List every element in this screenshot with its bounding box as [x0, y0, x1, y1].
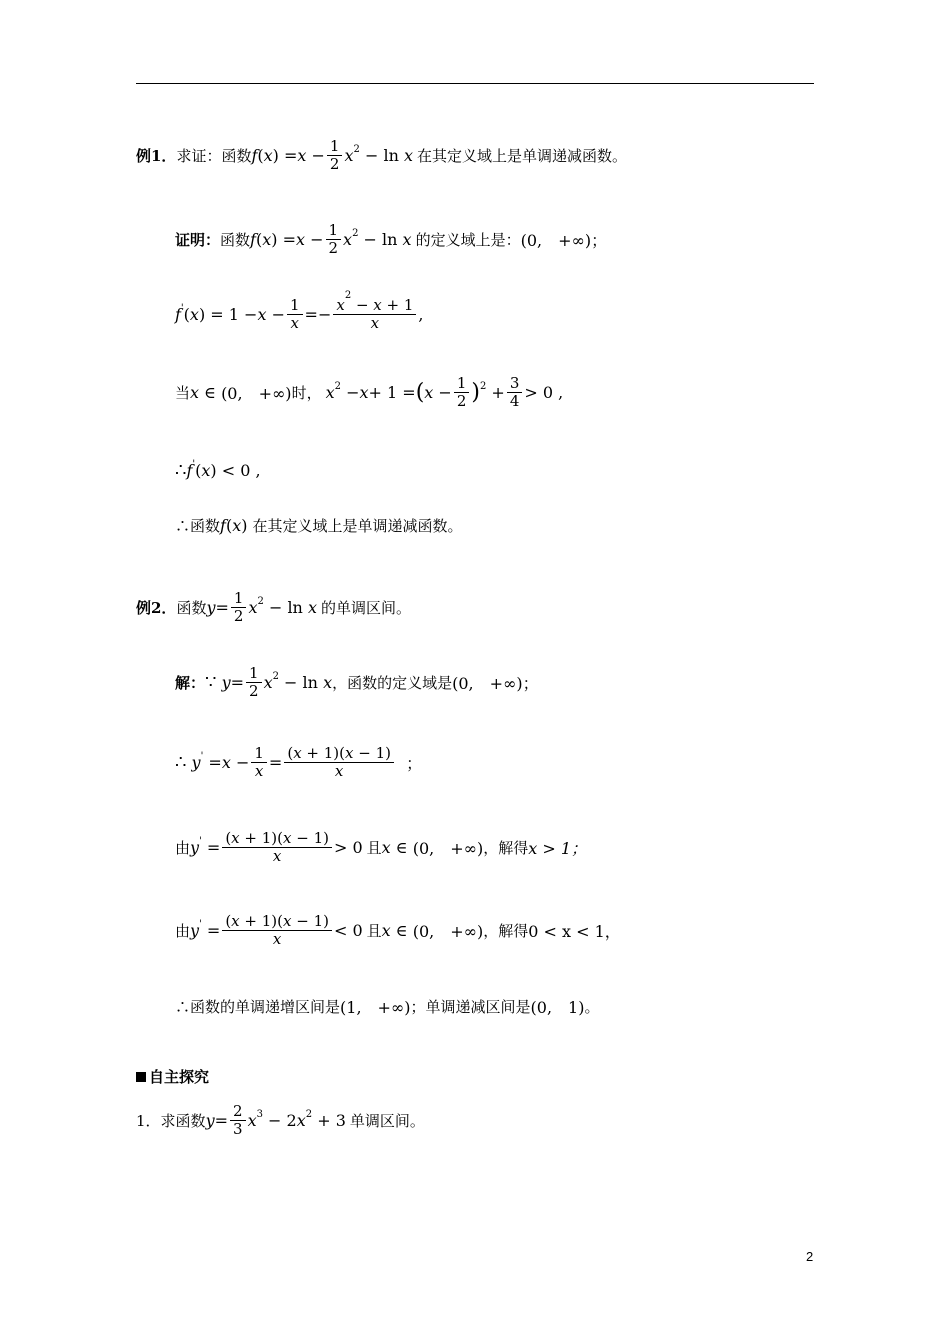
- therefore-symbol-2: ∴: [175, 752, 187, 774]
- when-suffix: 时，: [291, 384, 322, 403]
- ex2-case1: 由 y ' = $\frac{(x + 1)(x - 1)}{x}$ > 0 且 x ∈ (0, +∞) ，解得 x > 1；: [175, 829, 588, 866]
- proof-prefix: 函数: [220, 231, 251, 250]
- ex1-conclusion: ∴函数 f ( x ) 在其定义域上是单调递减函数。: [175, 516, 463, 535]
- when-formula: x $^2$ − x + 1 = ( x − $\frac{1}{2}$ ) $^2$ + $\frac{3}{4}$ > 0 ,: [325, 374, 564, 411]
- ex2-derivative: ∴ y ' = x − $\frac{1}{x}$ = $\frac{(x + 1)(x - 1)}{x}$ ；: [175, 744, 423, 781]
- conclusion-suffix: 在其定义域上是单调递减函数。: [252, 517, 463, 535]
- header-rule: [136, 83, 814, 84]
- q1-formula: y = $\frac{2}{3}$ x $^3$ − 2 x $^2$ + 3: [205, 1102, 346, 1139]
- conclusion-a: ∴函数的单调递增区间是: [175, 998, 341, 1016]
- conclusion-b: ；单调递减区间是: [410, 998, 531, 1016]
- ex2-solution-line: [175, 665, 539, 701]
- ex1-therefore-line: ∴ f ' ( x ) < 0 ,: [175, 459, 261, 481]
- q1-suffix: 单调区间。: [349, 1112, 425, 1131]
- ex1-suffix: 在其定义域上是单调递减函数。: [417, 147, 628, 166]
- ex2-conclusion: [175, 995, 599, 1018]
- when-prefix: 当: [175, 384, 191, 403]
- section-title: 自主探究: [149, 1068, 210, 1086]
- proof-formula: f ( x ) = x − $\frac{1}{2}$ x $^2$ − ln x: [250, 221, 412, 258]
- ex1-prefix: 求证：函数: [176, 147, 252, 166]
- proof-suffix: 的定义域上是：: [415, 231, 521, 250]
- therefore-symbol: ∴: [175, 460, 187, 481]
- you-2: 由: [175, 922, 191, 941]
- section-heading: [136, 1066, 209, 1087]
- dec-interval: (0, 1): [530, 998, 585, 1017]
- proof-label: 证明：: [175, 231, 221, 250]
- you-1: 由: [175, 839, 191, 858]
- when-set: (0, +∞): [221, 384, 292, 404]
- ex2-case2: 由 y ' = $\frac{(x + 1)(x - 1)}{x}$ < 0 且 x ∈ (0, +∞) ，解得 0 < x < 1，: [175, 912, 621, 949]
- solve-2-result: 0 < x < 1，: [528, 922, 621, 942]
- and-2: 且: [366, 922, 382, 941]
- and-1: 且: [366, 839, 382, 858]
- square-bullet-icon: [136, 1072, 146, 1082]
- conclusion-prefix: ∴函数: [175, 517, 221, 535]
- ex1-when-line: 当 x ∈ (0, +∞) 时， x $^2$ − x + 1 = ( x − $\frac{1}{2}$ ) $^2$ + $\frac{3}{4}$ > 0 ,: [175, 374, 564, 411]
- solve-2: ，解得: [483, 922, 529, 941]
- ex2-label: 例2．: [136, 599, 177, 618]
- inc-interval: (1, +∞): [340, 998, 411, 1017]
- ex1-formula: f ( x ) = x − $\frac{1}{2}$ x $^2$ − ln x: [251, 137, 413, 174]
- because-symbol: ∵: [205, 672, 217, 694]
- q1-label: 1．: [136, 1112, 161, 1131]
- sol-label: 解：: [175, 674, 206, 693]
- page-number: 2: [806, 1249, 814, 1264]
- solve-1: ，解得: [483, 839, 529, 858]
- sol-domain: (0, +∞)；: [452, 674, 539, 694]
- ex2-suffix: 的单调区间。: [320, 599, 411, 618]
- q1-prefix: 求函数: [160, 1112, 206, 1131]
- sol-suffix: ，函数的定义域是: [332, 674, 453, 693]
- set-2: (0, +∞): [412, 922, 484, 942]
- proof-domain: (0, +∞)；: [520, 231, 608, 251]
- ex2-statement: [136, 590, 411, 626]
- ex2-formula: y = $\frac{1}{2}$ x $^2$ − ln x: [206, 589, 317, 626]
- solve-1-result: x > 1；: [528, 839, 588, 859]
- ex1-proof-line: [175, 222, 607, 258]
- q1-statement: [136, 1103, 425, 1139]
- sol-formula: y = $\frac{1}{2}$ x $^2$ − ln x: [221, 664, 333, 701]
- conclusion-c: 。: [584, 998, 600, 1016]
- ex2-prefix: 函数: [176, 599, 207, 618]
- set-1: (0, +∞): [412, 839, 484, 859]
- ex1-derivative: f ' ( x ) = 1 − x − $\frac{1}{x}$ =− $\frac{x^2 - x + 1}{x}$ ,: [175, 290, 424, 333]
- ex1-label: 例1．: [136, 147, 177, 166]
- ex1-statement: [136, 138, 627, 174]
